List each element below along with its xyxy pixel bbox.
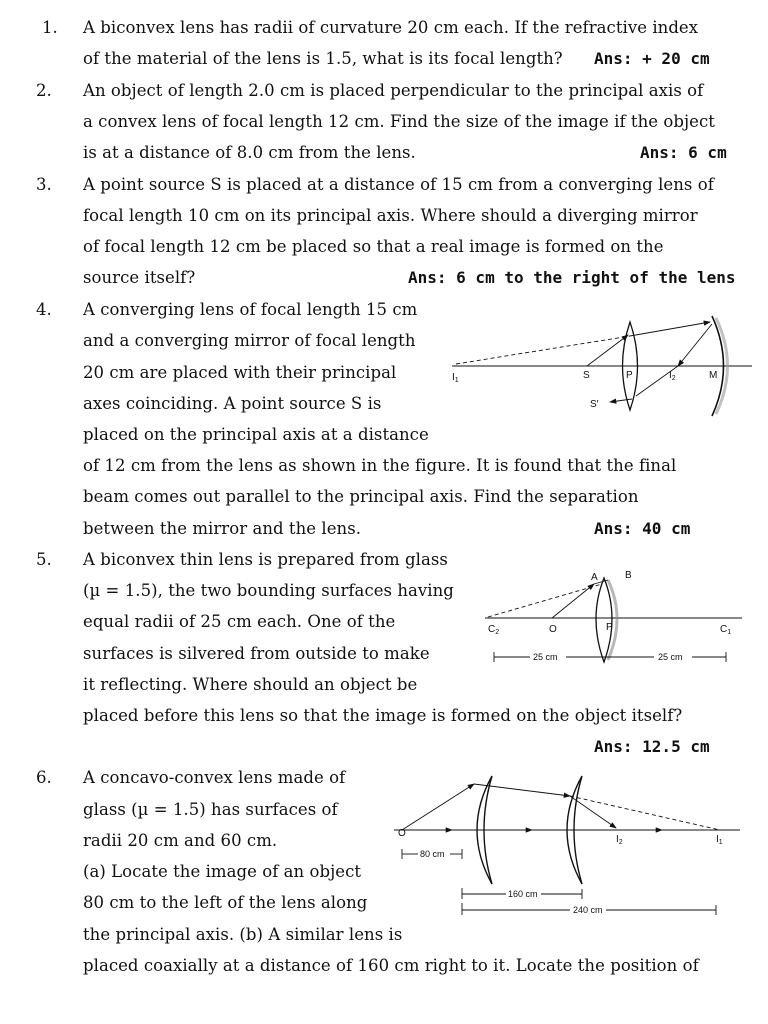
label-o: O xyxy=(549,624,557,635)
problem-number: 3. xyxy=(36,175,52,194)
problem-number: 1. xyxy=(42,18,58,37)
problem-number: 6. xyxy=(36,768,52,787)
two-lens-figure xyxy=(390,768,750,928)
answer: Ans: 6 cm to the right of the lens xyxy=(408,268,736,287)
ray xyxy=(678,324,712,366)
problem-text-line: focal length 10 cm on its principal axis. Where should a diverging mirror xyxy=(83,206,698,225)
label-160cm: 160 cm xyxy=(508,889,538,899)
label-i1: $I_1$ xyxy=(716,834,723,846)
lens-mirror-figure xyxy=(440,310,760,420)
dashed-ray xyxy=(456,336,630,364)
label-i2: $I_2$ xyxy=(616,834,623,846)
problem-text-line: the principal axis. (b) A similar lens is xyxy=(83,925,403,944)
problem-text-line: between the mirror and the lens. xyxy=(83,519,362,538)
problem-text-line: of focal length 12 cm be placed so that a real image is formed on the xyxy=(83,237,664,256)
ray xyxy=(402,784,474,830)
problem-text-line: (µ = 1.5), the two bounding surfaces having xyxy=(83,581,454,600)
answer: Ans: + 20 cm xyxy=(594,49,710,68)
problem-text-line: glass (µ = 1.5) has surfaces of xyxy=(83,800,338,819)
problem-number: 5. xyxy=(36,550,52,569)
problem-text-line: of the material of the lens is 1.5, what is its focal length? xyxy=(83,49,563,68)
problem-text-line: of 12 cm from the lens as shown in the figure. It is found that the final xyxy=(83,456,677,475)
dashed-ray xyxy=(488,584,602,617)
ray xyxy=(630,322,710,336)
label-80cm: 80 cm xyxy=(420,849,445,859)
ray xyxy=(610,399,632,402)
problem-text-line: A converging lens of focal length 15 cm xyxy=(83,300,418,319)
label-240cm: 240 cm xyxy=(573,905,603,915)
problem-text-line: placed before this lens so that the image is formed on the object itself? xyxy=(83,706,683,725)
problem-text-line: radii 20 cm and 60 cm. xyxy=(83,831,278,850)
problem-text-line: 80 cm to the left of the lens along xyxy=(83,893,368,912)
problem-text-line: it reflecting. Where should an object be xyxy=(83,675,418,694)
label-s-prime: S′ xyxy=(590,399,599,410)
problem-text-line: A biconvex lens has radii of curvature 20 cm each. If the refractive index xyxy=(83,18,699,37)
problem-text-line: equal radii of 25 cm each. One of the xyxy=(83,612,396,631)
problem-text-line: A point source S is placed at a distance of 15 cm from a converging lens of xyxy=(83,175,714,194)
problem-text-line: (a) Locate the image of an object xyxy=(83,862,362,881)
dashed-ray xyxy=(570,796,720,830)
answer: Ans: 12.5 cm xyxy=(594,737,710,756)
biconvex-lens xyxy=(596,578,612,662)
problem-text-line: placed coaxially at a distance of 160 cm right to it. Locate the position of xyxy=(83,956,699,975)
label-dist-left: 25 cm xyxy=(533,652,558,662)
label-i2: $I_2$ xyxy=(669,370,676,382)
problem-text-line: is at a distance of 8.0 cm from the lens. xyxy=(83,143,416,162)
problem-text-line: A biconvex thin lens is prepared from glass xyxy=(83,550,448,569)
problem-text-line: axes coinciding. A point source S is xyxy=(83,394,382,413)
label-b: B xyxy=(625,570,632,581)
label-m: M xyxy=(709,370,718,381)
problem-text-line: source itself? xyxy=(83,268,196,287)
problem-text-line: 20 cm are placed with their principal xyxy=(83,363,397,382)
problem-text-line: a convex lens of focal length 12 cm. Find the size of the image if the object xyxy=(83,112,715,131)
label-c2: $C_2$ xyxy=(488,624,500,636)
silvered-lens-figure xyxy=(480,562,750,672)
problem-text-line: surfaces is silvered from outside to make xyxy=(83,644,430,663)
label-c1: $C_1$ xyxy=(720,624,732,636)
problem-text-line: A concavo-convex lens made of xyxy=(83,768,346,787)
ray xyxy=(552,584,594,618)
answer: Ans: 6 cm xyxy=(640,143,727,162)
label-dist-right: 25 cm xyxy=(658,652,683,662)
problem-number: 2. xyxy=(36,81,52,100)
problem-text-line: and a converging mirror of focal length xyxy=(83,331,416,350)
problem-text-line: An object of length 2.0 cm is placed perpendicular to the principal axis of xyxy=(83,81,704,100)
label-p: P xyxy=(626,370,633,381)
label-a: A xyxy=(591,572,598,583)
answer: Ans: 40 cm xyxy=(594,519,691,538)
ray xyxy=(587,335,628,366)
problem-text-line: beam comes out parallel to the principal axis. Find the separation xyxy=(83,487,639,506)
problem-text-line: placed on the principal axis at a distance xyxy=(83,425,429,444)
label-o: O xyxy=(398,828,406,839)
label-s: S xyxy=(583,370,590,381)
label-i1: $I_1$ xyxy=(452,372,459,384)
label-p: P xyxy=(606,622,613,633)
problem-number: 4. xyxy=(36,300,52,319)
